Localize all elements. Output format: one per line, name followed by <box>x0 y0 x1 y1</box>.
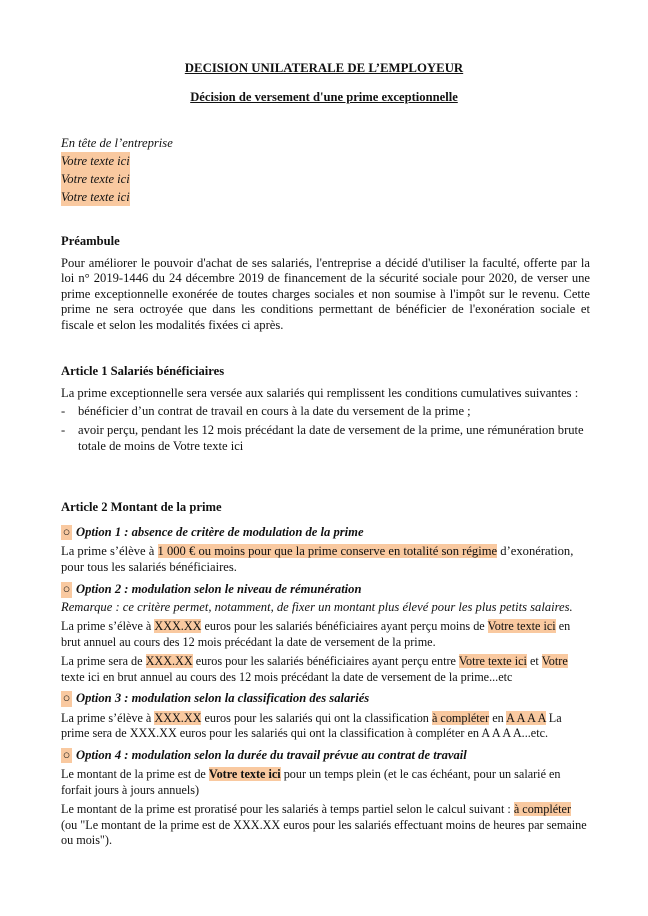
company-header <box>61 134 590 206</box>
article1-section <box>61 364 590 454</box>
preamble-heading: Préambule <box>61 234 120 248</box>
bullet-dash: - <box>61 423 66 437</box>
option4-title: ○ Option 4 : modulation selon la durée du travail prévue au contrat de travail <box>62 747 467 762</box>
option1-text: La prime s’élève à 1 000 € ou moins pour que la prime conserve en totalité son régime d’exonération, pour tous les salariés bénéficiaires. <box>61 544 574 574</box>
article2-heading: Article 2 Montant de la prime <box>61 500 222 514</box>
option2-paragraph1: La prime s’élève à XXX.XX euros pour les salariés bénéficiaires ayant perçu moins de Votre texte ici en brut annuel au cours des 12 mois précédant la date de versement de la prime. <box>61 619 571 649</box>
article1-bullet <box>61 423 590 454</box>
bullet-text: bénéficier d’un contrat de travail en cours à la date du versement de la prime ; <box>78 403 471 418</box>
option4-paragraph2: Le montant de la prime est proratisé pour les salariés à temps partiel selon le calcul suivant : à compléter (ou "Le montant de la prime est de XXX.XX euros pour les salariés effectuant moins de heures par semaine ou mois"). <box>61 802 587 847</box>
article1-heading: Article 1 Salariés bénéficiaires <box>61 364 225 378</box>
option2-title: ○ Option 2 : modulation selon le niveau de rémunération <box>62 582 362 596</box>
option2-paragraph2: La prime sera de XXX.XX euros pour les salariés bénéficiaires ayant perçu entre Votre texte ici et Votre texte ici en brut annuel au cours des 12 mois précédant la date de versement de la prime...etc <box>61 654 568 684</box>
bullet-dash: - <box>61 403 66 418</box>
option4-paragraph1: Le montant de la prime est de Votre texte ici pour un temps plein (et le cas échéant, pour un salarié en forfait jours à jours annuels) <box>61 767 561 797</box>
company-header-label: En tête de l’entreprise <box>61 136 173 150</box>
option-radio-icon: ○ <box>62 747 71 762</box>
company-header-line: Votre texte ici <box>61 154 130 168</box>
option3-paragraph: La prime s’élève à XXX.XX euros pour les salariés qui ont la classification à compléter en A A A A La prime sera de XXX.XX euros pour les salariés qui ont la classification à compléter en A A A A...etc. <box>61 710 562 740</box>
article1-bullet <box>61 404 590 420</box>
option-radio-icon: ○ <box>62 582 71 596</box>
document-title: DECISION UNILATERALE DE L’EMPLOYEUR <box>184 61 464 75</box>
option-radio-icon: ○ <box>62 691 71 705</box>
option3-title: ○ Option 3 : modulation selon la classification des salariés <box>62 691 370 705</box>
option2-remark: Remarque : ce critère permet, notamment, de fixer un montant plus élevé pour les plus petits salaires. <box>61 599 573 614</box>
company-header-line: Votre texte ici <box>61 190 130 204</box>
option1-title: ○ Option 1 : absence de critère de modulation de la prime <box>62 524 364 539</box>
bullet-text: avoir perçu, pendant les 12 mois précédant la date de versement de la prime, une rémunération brute totale de moins de Votre texte ici <box>78 423 584 453</box>
option-radio-icon: ○ <box>62 524 71 539</box>
preamble-section <box>61 234 590 333</box>
company-header-line: Votre texte ici <box>61 172 130 186</box>
article1-intro: La prime exceptionnelle sera versée aux salariés qui remplissent les conditions cumulatives suivantes : <box>61 385 579 400</box>
document-subtitle: Décision de versement d'une prime exceptionnelle <box>190 90 458 104</box>
preamble-text: Pour améliorer le pouvoir d'achat de ses salariés, l'entreprise a décidé d'utiliser la faculté, offerte par la loi n° 2019-1446 du 24 décembre 2019 de financement de la sécurité sociale pour 2020, de verser une prime exceptionnelle exonérée de toutes charges sociales et non soumise à l'impôt sur le revenu. Cette prime ne sera octroyée que dans les conditions permettant de bénéficier de l'exonération sociale et fiscale et selon les modalités fixées ci après. <box>61 255 590 332</box>
article2-section <box>61 500 590 849</box>
